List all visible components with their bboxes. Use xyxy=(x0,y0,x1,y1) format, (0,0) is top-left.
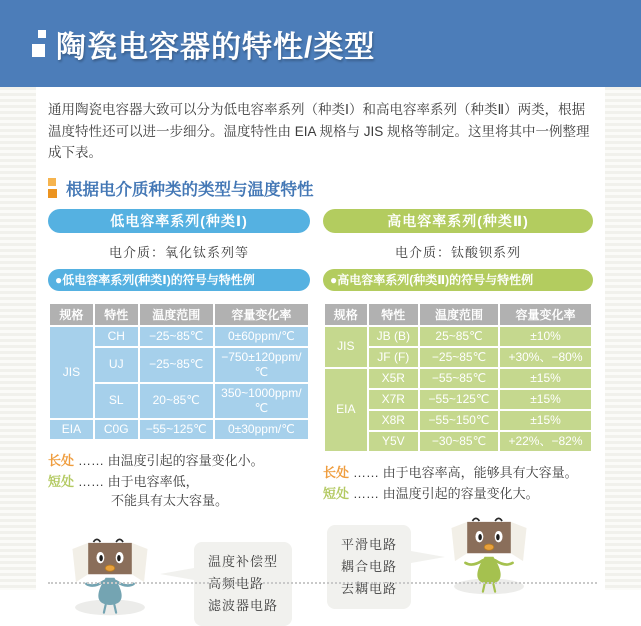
capacitor-mascot-blue-icon xyxy=(62,534,158,618)
table-row xyxy=(50,327,308,346)
low-series-subpill: ●低电容率系列(种类Ⅰ)的符号与特性例 xyxy=(48,269,310,291)
change-cell: ±15% xyxy=(500,411,591,430)
change-cell: +22%、−82% xyxy=(500,432,591,451)
section-bullet-icon xyxy=(48,178,58,198)
high-dielectric-label: 电介质：钛酸钡系列 xyxy=(394,244,521,260)
char-cell: UJ xyxy=(95,348,138,382)
pros-row xyxy=(48,451,310,470)
char-cell: Y5V xyxy=(369,432,418,451)
char-cell: X7R xyxy=(369,390,418,409)
pros-label: 长处 xyxy=(48,452,75,468)
char-cell: JF (F) xyxy=(369,348,418,367)
range-cell: −55~125℃ xyxy=(420,390,498,409)
change-cell: 0±60ppm/℃ xyxy=(215,327,308,346)
high-permittivity-column xyxy=(323,209,593,626)
cons-label: 短处 xyxy=(48,473,75,489)
range-cell: −30~85℃ xyxy=(420,432,498,451)
pros-row xyxy=(323,463,593,482)
change-cell: +30%、−80% xyxy=(500,348,591,367)
page-title: 陶瓷电容器的特性/类型 xyxy=(56,30,376,64)
char-cell: X8R xyxy=(369,411,418,430)
table-row xyxy=(325,327,591,346)
bubble-line: 高频电路 xyxy=(208,575,265,591)
char-cell: C0G xyxy=(95,420,138,439)
cons-line: …… 由于电容率低， xyxy=(78,473,199,489)
change-cell: −750±120ppm/℃ xyxy=(215,348,308,382)
change-cell: 350~1000ppm/℃ xyxy=(215,384,308,418)
col-header-spec: 规格 xyxy=(325,304,367,325)
page-header xyxy=(0,0,641,87)
cons-label: 短处 xyxy=(323,485,350,501)
table-row xyxy=(50,420,308,439)
range-cell: −55~85℃ xyxy=(420,369,498,388)
high-series-pill: 高电容率系列(种类Ⅱ) xyxy=(323,209,593,233)
cons-text: …… 由温度引起的容量变化大。 xyxy=(353,485,539,501)
change-cell: ±10% xyxy=(500,327,591,346)
high-series-subpill: ●高电容率系列(种类Ⅱ)的符号与特性例 xyxy=(323,269,593,291)
low-series-pill: 低电容率系列(种类Ⅰ) xyxy=(48,209,310,233)
bubble-line: 耦合电路 xyxy=(341,558,398,574)
bottom-divider xyxy=(48,582,597,584)
low-mascot-row xyxy=(48,534,310,626)
range-cell: −55~125℃ xyxy=(140,420,213,439)
table-header-row xyxy=(50,304,308,325)
char-cell: CH xyxy=(95,327,138,346)
char-cell: JB (B) xyxy=(369,327,418,346)
bubble-line: 去耦电路 xyxy=(341,580,398,596)
bubble-line: 温度补偿型 xyxy=(208,553,279,569)
low-permittivity-column xyxy=(48,209,310,626)
range-cell: −25~85℃ xyxy=(420,348,498,367)
char-cell: X5R xyxy=(369,369,418,388)
section-title: 根据电介质种类的类型与温度特性 xyxy=(66,180,314,199)
col-header-change: 容量变化率 xyxy=(500,304,591,325)
title-bullet-icon xyxy=(30,29,50,59)
pros-text: …… 由于电容率高，能够具有大容量。 xyxy=(353,464,578,480)
low-pros-cons xyxy=(48,451,310,510)
pros-label: 长处 xyxy=(323,464,350,480)
spec-cell: JIS xyxy=(325,327,367,367)
cons-row xyxy=(48,472,310,510)
table-header-row xyxy=(325,304,591,325)
range-cell: −25~85℃ xyxy=(140,348,213,382)
intro-paragraph: 通用陶瓷电容器大致可以分为低电容率系列（种类Ⅰ）和高电容率系列（种类Ⅱ）两类，根据温度特性还可以进一步细分。温度特性由 EIA 规格与 JIS 规格等制定。这里将其中一例整理成下表。 xyxy=(48,102,590,160)
change-cell: ±15% xyxy=(500,369,591,388)
col-header-change: 容量变化率 xyxy=(215,304,308,325)
char-cell: SL xyxy=(95,384,138,418)
range-cell: 20~85℃ xyxy=(140,384,213,418)
high-series-table xyxy=(323,302,593,453)
content-card xyxy=(36,87,605,613)
pros-text: …… 由温度引起的容量变化小。 xyxy=(78,452,264,468)
range-cell: −25~85℃ xyxy=(140,327,213,346)
section-header xyxy=(48,176,593,200)
col-header-range: 温度范围 xyxy=(140,304,213,325)
low-dielectric-label: 电介质：氧化钛系列等 xyxy=(108,244,249,260)
col-header-range: 温度范围 xyxy=(420,304,498,325)
cons-row xyxy=(323,484,593,503)
bubble-line: 平滑电路 xyxy=(341,536,398,552)
cons-text xyxy=(78,472,228,510)
change-cell: ±15% xyxy=(500,390,591,409)
cons-line: 不能具有太大容量。 xyxy=(111,492,229,508)
range-cell: 25~85℃ xyxy=(420,327,498,346)
high-mascot-row xyxy=(323,513,593,609)
bubble-line: 滤波器电路 xyxy=(208,597,279,613)
spec-cell: JIS xyxy=(50,327,93,418)
high-speech-bubble xyxy=(327,525,411,609)
range-cell: −55~150℃ xyxy=(420,411,498,430)
table-row xyxy=(325,369,591,388)
spec-cell: EIA xyxy=(50,420,93,439)
col-header-spec: 规格 xyxy=(50,304,93,325)
high-pros-cons xyxy=(323,463,593,503)
col-header-char: 特性 xyxy=(369,304,418,325)
spec-cell: EIA xyxy=(325,369,367,451)
col-header-char: 特性 xyxy=(95,304,138,325)
comparison-columns xyxy=(48,209,593,626)
low-series-table xyxy=(48,302,310,441)
change-cell: 0±30ppm/℃ xyxy=(215,420,308,439)
